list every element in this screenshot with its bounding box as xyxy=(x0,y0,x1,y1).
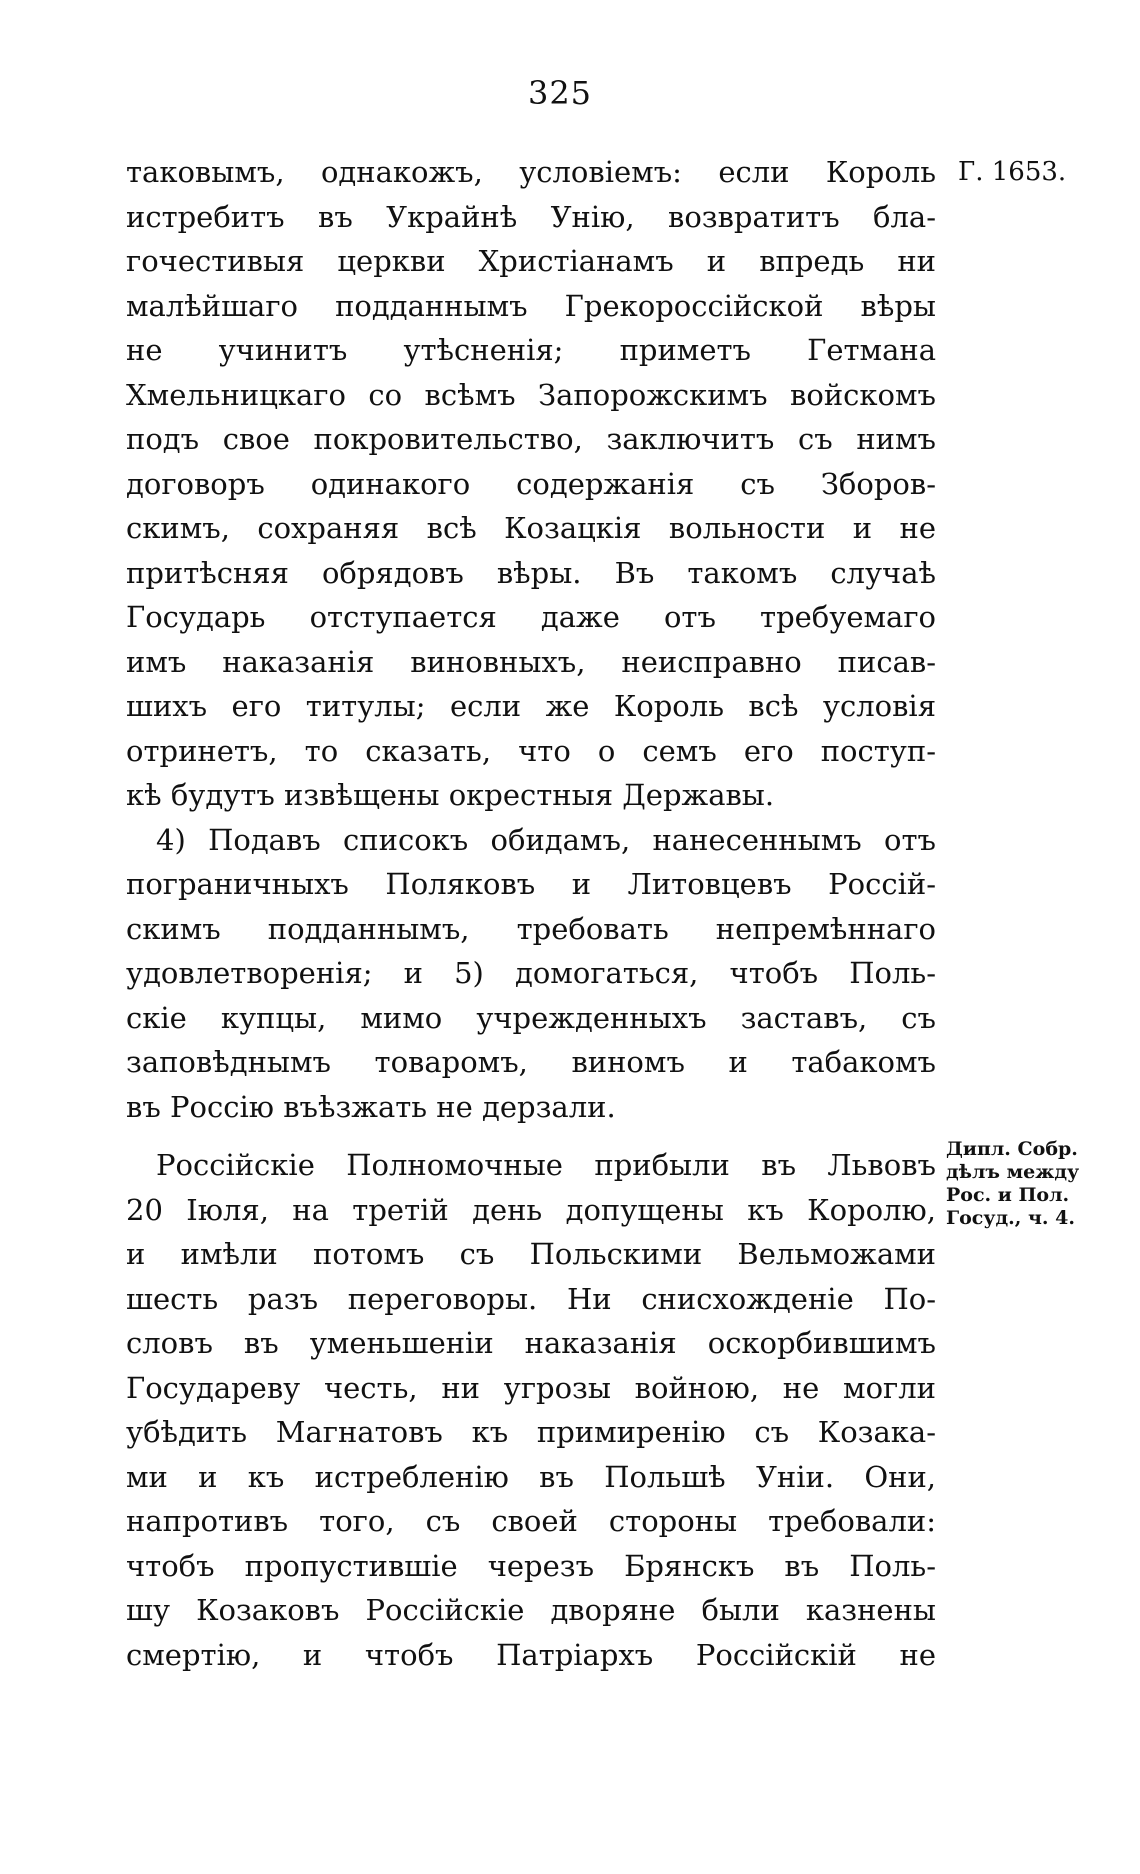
text-line: притѣсняя обрядовъ вѣры. Въ такомъ случаѣ xyxy=(126,555,936,590)
margin-note-year: Г. 1653. xyxy=(958,157,1067,187)
text-line: не учинитъ утѣсненія; приметъ Гетмана xyxy=(126,333,936,367)
text-line: договоръ одинакого содержанія съ Зборов- xyxy=(126,466,936,501)
text-line: напротивъ того, съ своей стороны требовали: xyxy=(126,1504,936,1538)
text-line: удовлетворенія; и 5) домогаться, чтобъ Поль- xyxy=(126,956,936,990)
text-line: скіе купцы, мимо учрежденныхъ заставъ, съ xyxy=(126,1000,936,1035)
text-line: 20 Іюля, на третій день допущены къ Королю, xyxy=(126,1192,936,1227)
text-line: отринетъ, то сказать, что о семъ его поступ- xyxy=(126,733,936,768)
margin-note-source-line: дѣлъ между xyxy=(946,1161,1080,1183)
page-number: 325 xyxy=(527,74,593,112)
margin-note-source xyxy=(946,1138,1079,1230)
text-line: чтобъ пропустившіе черезъ Брянскъ въ Поль- xyxy=(126,1548,936,1583)
text-line: 4) Подавъ списокъ обидамъ, нанесеннымъ отъ xyxy=(156,822,936,857)
text-line: Государь отступается даже отъ требуемаго xyxy=(126,600,936,634)
text-line: имъ наказанія виновныхъ, неисправно писав- xyxy=(126,644,936,679)
body-text xyxy=(126,150,936,1677)
text-line: ми и къ истребленію въ Польшѣ Уніи. Они, xyxy=(126,1459,936,1494)
text-line: словъ въ уменьшеніи наказанія оскорбившимъ xyxy=(126,1326,936,1360)
text-line: и имѣли потомъ съ Польскими Вельможами xyxy=(126,1237,936,1271)
text-line: шесть разъ переговоры. Ни снисхожденіе По- xyxy=(126,1281,936,1316)
text-line: малѣйшаго подданнымъ Грекороссійской вѣры xyxy=(126,288,936,323)
text-line: пограничныхъ Поляковъ и Литовцевъ Россій- xyxy=(126,867,936,901)
text-line: Хмельницкаго со всѣмъ Запорожскимъ войскомъ xyxy=(126,377,936,412)
text-line: убѣдить Магнатовъ къ примиренію съ Козака- xyxy=(126,1415,936,1449)
margin-note-source-line: Госуд., ч. 4. xyxy=(946,1207,1076,1229)
margin-note-source-line: Рос. и Пол. xyxy=(946,1184,1070,1206)
text-line: подъ свое покровительство, заключитъ съ нимъ xyxy=(126,422,936,456)
text-line: шу Козаковъ Россійскіе дворяне были казнены xyxy=(126,1593,936,1627)
text-line: Государеву честь, ни угрозы войною, не могли xyxy=(126,1370,936,1405)
text-line: гочестивыя церкви Христіанамъ и впредь ни xyxy=(126,244,936,278)
text-line: шихъ его титулы; если же Король всѣ условія xyxy=(126,689,936,723)
text-line: таковымъ, однакожъ, условіемъ: если Король xyxy=(126,155,936,189)
text-line: скимъ, сохраняя всѣ Козацкія вольности и не xyxy=(126,511,936,545)
margin-note-source-line: Дипл. Собр. xyxy=(946,1138,1078,1160)
text-line: смертію, и чтобъ Патріархъ Россійскій не xyxy=(126,1637,936,1672)
text-line: въ Россію въѣзжать не дерзали. xyxy=(126,1089,616,1124)
text-line: истребитъ въ Украйнѣ Унію, возвратитъ бла- xyxy=(126,199,936,234)
text-line: кѣ будутъ извѣщены окрестныя Державы. xyxy=(126,778,775,812)
text-line: заповѣднымъ товаромъ, виномъ и табакомъ xyxy=(126,1045,936,1079)
text-line: скимъ подданнымъ, требовать непремѣннаго xyxy=(126,911,936,946)
text-line: Россійскіе Полномочные прибыли въ Львовъ xyxy=(156,1148,936,1182)
